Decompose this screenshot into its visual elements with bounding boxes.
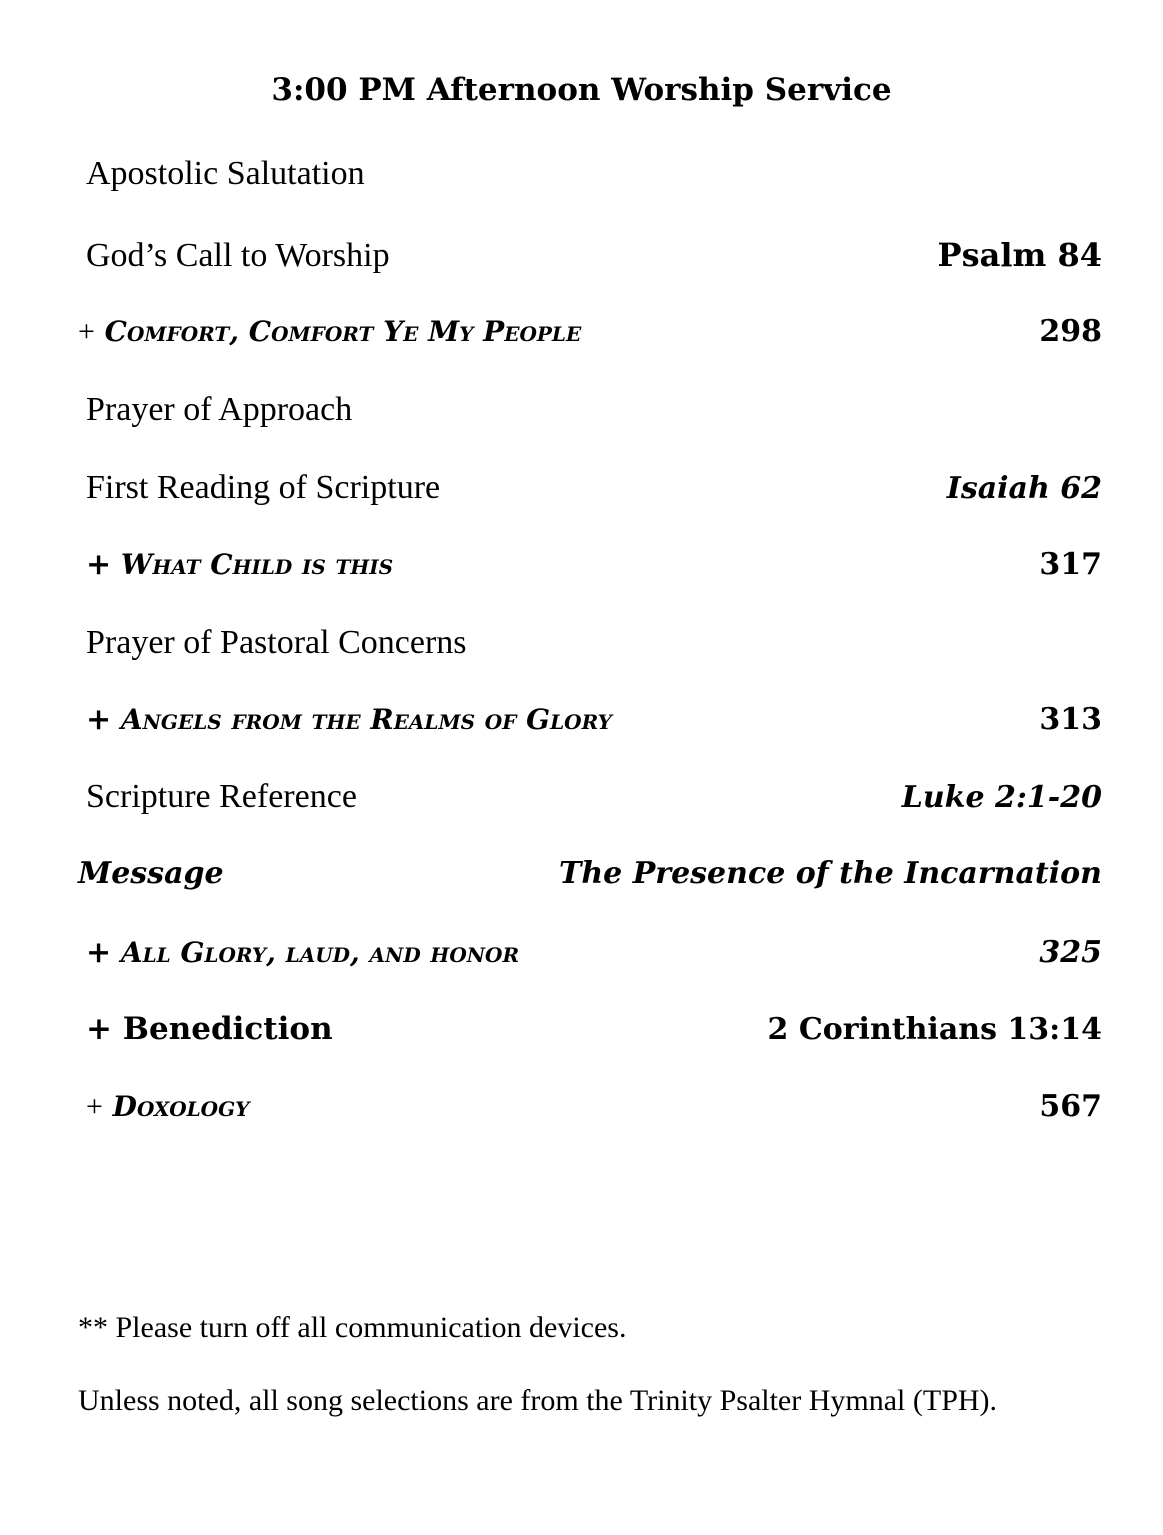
hymn-number: 298 [1039,314,1102,349]
item-label: Scripture Reference [86,778,357,815]
plus-marker: + [86,1090,103,1123]
order-item-message [78,856,1102,900]
item-label [78,1011,333,1047]
hymn-title [78,1090,249,1124]
plus-marker: + [78,315,95,348]
plus-marker: + [86,702,112,737]
item-reference: 2 Corinthians 13:14 [767,1012,1102,1047]
hymn-name: What Child is this [120,548,394,581]
order-item-first-reading [78,469,1102,513]
plus-marker: + [86,547,112,582]
devices-note: ** Please turn off all communication devices. [78,1311,627,1344]
hymn-number: 317 [1039,547,1102,582]
benediction-label: Benediction [122,1011,333,1047]
hymn-title [78,935,519,970]
order-item-hymn-what-child [78,547,1102,591]
item-label: Message [78,856,224,891]
hymn-title [78,702,612,737]
item-label: First Reading of Scripture [86,469,441,506]
item-label: Apostolic Salutation [86,155,365,192]
hymn-number: 567 [1039,1089,1102,1124]
order-item-prayer-approach [78,391,1102,435]
order-item-benediction [78,1011,1102,1055]
plus-marker: + [86,1011,112,1047]
hymn-name: Doxology [112,1090,250,1123]
hymn-name: All Glory, laud, and honor [120,936,520,969]
hymn-name: Angels from the Realms of Glory [120,703,612,736]
sermon-title: The Presence of the Incarnation [559,856,1102,891]
page-title: 3:00 PM Afternoon Worship Service [271,72,892,108]
plus-marker: + [86,935,112,970]
item-label: God’s Call to Worship [86,237,390,274]
order-item-doxology [78,1089,1102,1133]
item-reference: Luke 2:1-20 [901,780,1102,815]
order-item-prayer-pastoral [78,624,1102,668]
songs-note: Unless noted, all song selections are from the Trinity Psalter Hymnal (TPH). [78,1384,998,1417]
hymn-name: Comfort, Comfort Ye My People [104,315,582,348]
order-item-hymn-comfort [78,314,1102,358]
item-label: Prayer of Approach [86,391,353,428]
item-reference: Isaiah 62 [946,471,1102,506]
order-item-salutation [78,155,1102,199]
hymn-title [78,547,393,582]
hymn-title [78,315,581,349]
order-item-hymn-angels [78,702,1102,746]
item-label: Prayer of Pastoral Concerns [86,624,467,661]
order-item-hymn-all-glory [78,935,1102,979]
order-item-scripture-reference [78,778,1102,822]
hymn-number: 313 [1039,702,1102,737]
item-reference: Psalm 84 [937,236,1102,274]
hymn-number: 325 [1039,935,1102,970]
order-item-call-to-worship [78,236,1102,280]
